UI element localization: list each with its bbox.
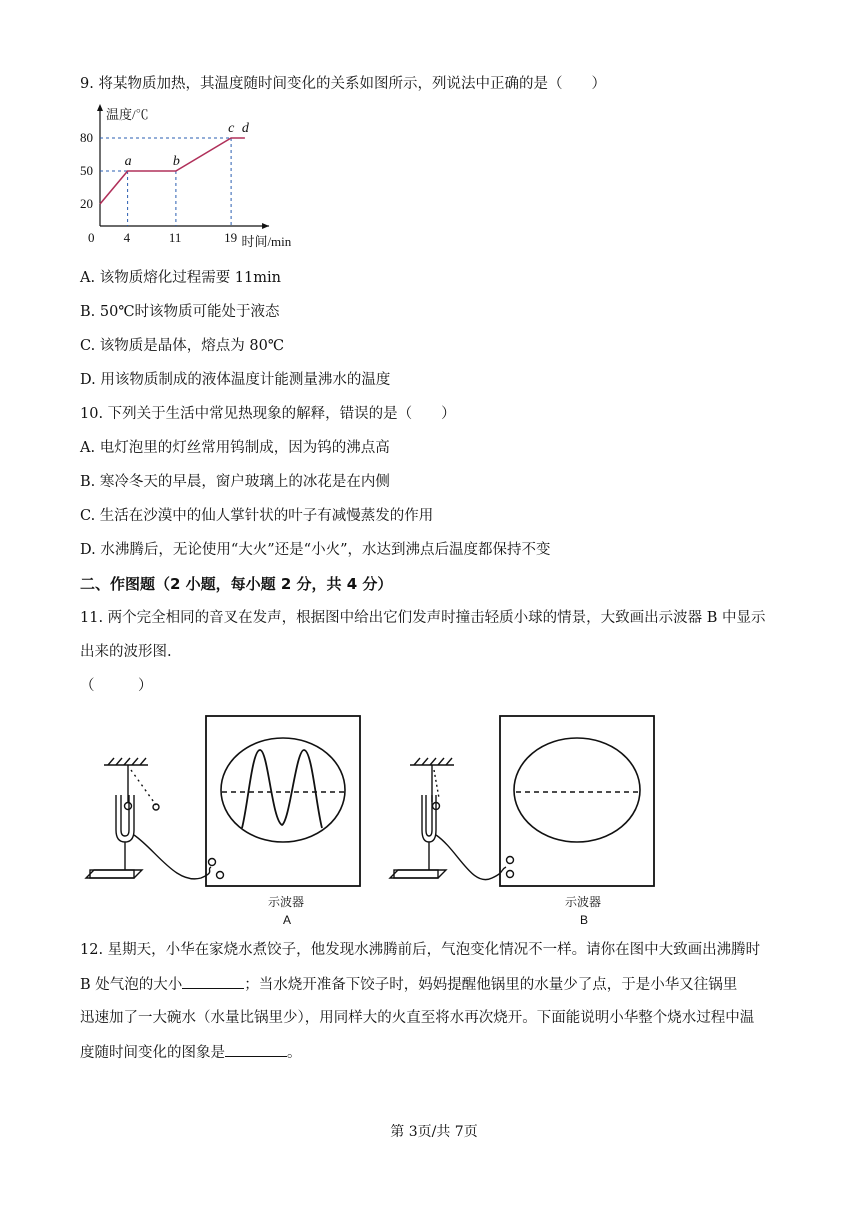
x-tick-label-1: 11 bbox=[168, 230, 182, 245]
q9-stem: 9. 将某物质加热，其温度随时间变化的关系如图所示，列说法中正确的是（ ） bbox=[80, 76, 606, 92]
section-2-title: 二、作图题（2 小题，每小题 2 分，共 4 分） bbox=[80, 575, 393, 593]
y-tick-label-1: 50 bbox=[80, 163, 93, 178]
scope-a-screen bbox=[221, 738, 345, 842]
point-label-c: c bbox=[228, 121, 235, 136]
q12-line-4b: 。 bbox=[287, 1045, 302, 1061]
point-label-d: d bbox=[241, 121, 249, 136]
q9-temperature-chart bbox=[80, 100, 360, 250]
y-axis-arrow bbox=[97, 104, 103, 111]
x-axis-label: 时间/min bbox=[241, 234, 292, 249]
q10-option-a: A. 电灯泡里的灯丝常用钨制成，因为钨的沸点高 bbox=[80, 440, 390, 456]
q11-answer-paren: （ ） bbox=[80, 678, 153, 694]
q11-line-1: 11. 两个完全相同的音叉在发声，根据图中给出它们发声时撞击轻质小球的情景，大致画出示波器 B 中显示 bbox=[80, 610, 766, 626]
scope-b-letter: B bbox=[580, 913, 589, 927]
q9-option-a: A. 该物质熔化过程需要 11min bbox=[80, 270, 281, 286]
q11-line-2: 出来的波形图. bbox=[80, 644, 172, 660]
q11-tuning-fork-figure bbox=[76, 710, 656, 890]
page-footer: 第 3页/共 7页 bbox=[390, 1124, 478, 1140]
origin-label: 0 bbox=[88, 230, 95, 245]
q12-blank-1[interactable] bbox=[182, 974, 244, 989]
q9-option-c: C. 该物质是晶体，熔点为 80℃ bbox=[80, 338, 285, 354]
q12-line-1: 12. 星期天，小华在家烧水煮饺子，他发现水沸腾前后，气泡变化情况不一样。请你在图中大致画出沸腾时 bbox=[80, 942, 761, 958]
scope-a-letter: A bbox=[283, 913, 292, 927]
q9-option-b: B. 50℃时该物质可能处于液态 bbox=[80, 304, 280, 320]
q12-line-4 bbox=[80, 1042, 302, 1063]
x-tick-label-2: 19 bbox=[224, 230, 238, 245]
point-label-b: b bbox=[172, 154, 180, 169]
setup-a bbox=[86, 716, 360, 886]
scope-b-label: 示波器 bbox=[565, 895, 602, 909]
q12-line-3: 迅速加了一大碗水（水量比锅里少），用同样大的火直至将水再次烧开。下面能说明小华整个烧水过程中温 bbox=[80, 1010, 755, 1026]
q12-line-4a: 度随时间变化的图象是 bbox=[80, 1045, 225, 1061]
scope-a-label: 示波器 bbox=[268, 895, 305, 909]
q10-option-d: D. 水沸腾后，无论使用“大火”还是“小火”，水达到沸点后温度都保持不变 bbox=[80, 542, 551, 558]
q12-line-2 bbox=[80, 974, 737, 995]
q12-line-2a: B 处气泡的大小 bbox=[80, 977, 183, 993]
setup-b bbox=[390, 716, 654, 886]
y-axis-label: 温度/℃ bbox=[106, 107, 149, 122]
x-tick-label-0: 4 bbox=[123, 230, 131, 245]
fork-base-b bbox=[394, 870, 438, 878]
q10-stem: 10. 下列关于生活中常见热现象的解释，错误的是（ ） bbox=[80, 406, 456, 422]
q12-blank-2[interactable] bbox=[225, 1042, 287, 1057]
q12-line-2b: ；当水烧开准备下饺子时，妈妈提醒他锅里的水量少了点，于是小华又往锅里 bbox=[244, 977, 738, 993]
x-axis-arrow bbox=[262, 223, 269, 229]
scope-a-waveform bbox=[242, 750, 322, 828]
q10-option-b: B. 寒冷冬天的早晨，窗户玻璃上的冰花是在内侧 bbox=[80, 474, 390, 490]
oscilloscope-a bbox=[206, 716, 360, 886]
y-tick-label-0: 20 bbox=[80, 196, 93, 211]
y-tick-label-2: 80 bbox=[80, 130, 93, 145]
pendulum-ball bbox=[125, 803, 132, 810]
scope-b-screen bbox=[514, 738, 640, 842]
q9-option-d: D. 用该物质制成的液体温度计能测量沸水的温度 bbox=[80, 372, 391, 388]
point-label-a: a bbox=[124, 154, 132, 169]
oscilloscope-b bbox=[500, 716, 654, 886]
temperature-line bbox=[100, 138, 245, 204]
q10-option-c: C. 生活在沙漠中的仙人掌针状的叶子有减慢蒸发的作用 bbox=[80, 508, 434, 524]
fork-base-a bbox=[90, 870, 134, 878]
